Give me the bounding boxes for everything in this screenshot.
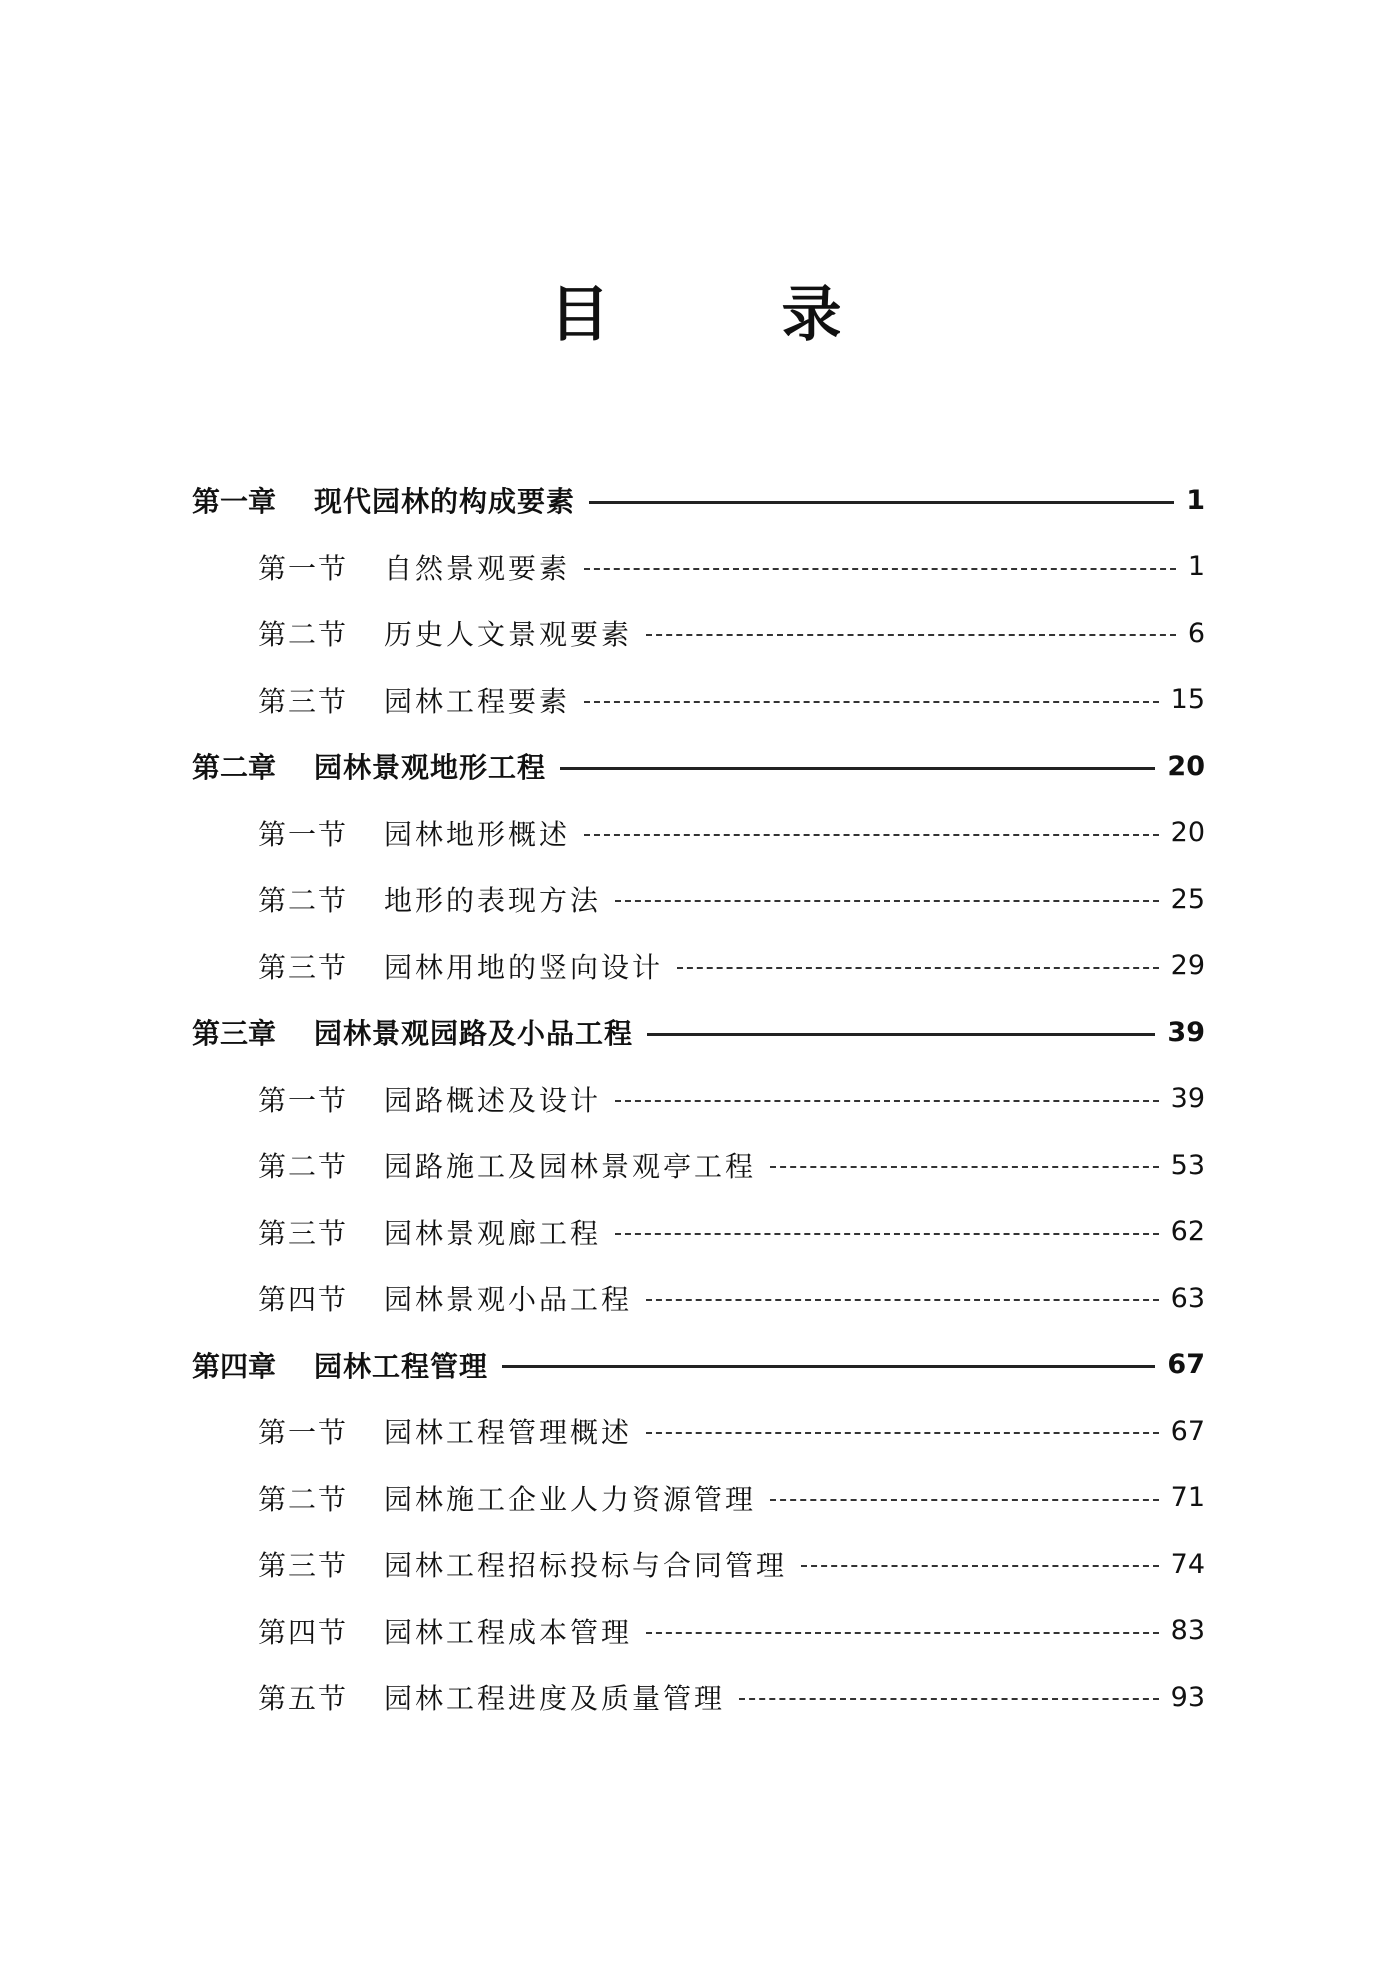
page-number: 29 [1170,950,1205,982]
toc-section-4-5[interactable] [0,1664,1391,1731]
section-title: 园林工程进度及质量管理 [384,1682,726,1716]
section-title: 园林工程管理概述 [384,1416,633,1450]
chapter-title: 现代园林的构成要素 [314,485,576,519]
section-title: 自然景观要素 [384,551,571,585]
leader-line [560,767,1155,770]
page-number: 67 [1167,1349,1205,1381]
toc-section-2-3[interactable] [0,933,1391,1000]
toc-section-4-3[interactable] [0,1531,1391,1598]
leader-line [589,501,1174,504]
page-number: 39 [1167,1016,1205,1048]
section-title: 园路施工及园林景观亭工程 [384,1150,757,1184]
section-number: 第二节 [258,884,349,918]
page-number: 1 [1186,484,1205,516]
page-number: 93 [1170,1681,1205,1713]
section-title: 地形的表现方法 [384,884,602,918]
page-title: 目 录 [549,280,898,350]
toc-section-1-2[interactable] [0,600,1391,667]
page-number: 39 [1170,1083,1205,1115]
chapter-number: 第二章 [192,751,277,785]
section-title: 园林工程要素 [384,684,571,718]
toc-section-2-2[interactable] [0,866,1391,933]
page-number: 25 [1170,883,1205,915]
toc-chapter-1[interactable] [0,467,1391,534]
chapter-title: 园林工程管理 [314,1349,489,1383]
table-of-contents [0,467,1391,1731]
page-number: 67 [1170,1415,1205,1447]
chapter-title: 园林景观园路及小品工程 [314,1017,634,1051]
toc-section-1-3[interactable] [0,667,1391,734]
section-number: 第二节 [258,1482,349,1516]
leader-line [615,1100,1159,1102]
section-number: 第一节 [258,817,349,851]
toc-chapter-2[interactable] [0,733,1391,800]
section-number: 第五节 [258,1682,349,1716]
section-title: 园路概述及设计 [384,1083,602,1117]
leader-line [801,1565,1159,1567]
leader-line [615,900,1159,902]
toc-section-3-4[interactable] [0,1265,1391,1332]
leader-line [584,834,1159,836]
toc-section-4-4[interactable] [0,1598,1391,1665]
toc-chapter-3[interactable] [0,999,1391,1066]
section-number: 第三节 [258,950,349,984]
leader-line [770,1499,1159,1501]
page-number: 74 [1170,1548,1205,1580]
section-number: 第三节 [258,1216,349,1250]
section-title: 园林景观小品工程 [384,1283,633,1317]
leader-line [584,568,1176,570]
leader-line [646,1632,1159,1634]
section-title: 历史人文景观要素 [384,618,633,652]
toc-section-3-1[interactable] [0,1066,1391,1133]
section-title: 园林景观廊工程 [384,1216,602,1250]
section-number: 第二节 [258,1150,349,1184]
section-number: 第四节 [258,1283,349,1317]
toc-section-3-3[interactable] [0,1199,1391,1266]
section-title: 园林工程成本管理 [384,1615,633,1649]
toc-section-4-2[interactable] [0,1465,1391,1532]
leader-line [584,701,1159,703]
leader-line [615,1233,1159,1235]
leader-line [502,1365,1155,1368]
section-number: 第一节 [258,1416,349,1450]
page-number: 6 [1187,617,1205,649]
leader-line [739,1698,1159,1700]
page-number: 83 [1170,1615,1205,1647]
page-number: 1 [1187,551,1205,583]
section-number: 第二节 [258,618,349,652]
section-number: 第四节 [258,1615,349,1649]
leader-line [646,634,1176,636]
section-title: 园林地形概述 [384,817,571,851]
page-number: 62 [1170,1216,1205,1248]
leader-line [647,1033,1155,1036]
page-number: 53 [1170,1149,1205,1181]
section-number: 第三节 [258,1549,349,1583]
section-number: 第三节 [258,684,349,718]
leader-line [646,1299,1159,1301]
leader-line [677,967,1159,969]
toc-section-3-2[interactable] [0,1132,1391,1199]
page-number: 15 [1170,684,1205,716]
chapter-title: 园林景观地形工程 [314,751,547,785]
chapter-number: 第三章 [192,1017,277,1051]
toc-section-1-1[interactable] [0,534,1391,601]
section-number: 第一节 [258,1083,349,1117]
section-title: 园林用地的竖向设计 [384,950,664,984]
section-title: 园林施工企业人力资源管理 [384,1482,757,1516]
toc-section-4-1[interactable] [0,1398,1391,1465]
section-number: 第一节 [258,551,349,585]
page-number: 63 [1170,1282,1205,1314]
toc-chapter-4[interactable] [0,1332,1391,1399]
leader-line [646,1432,1159,1434]
section-title: 园林工程招标投标与合同管理 [384,1549,788,1583]
page-number: 71 [1170,1482,1205,1514]
chapter-number: 第一章 [192,485,277,519]
page-number: 20 [1170,817,1205,849]
leader-line [770,1166,1159,1168]
page-number: 20 [1167,750,1205,782]
chapter-number: 第四章 [192,1349,277,1383]
toc-section-2-1[interactable] [0,800,1391,867]
